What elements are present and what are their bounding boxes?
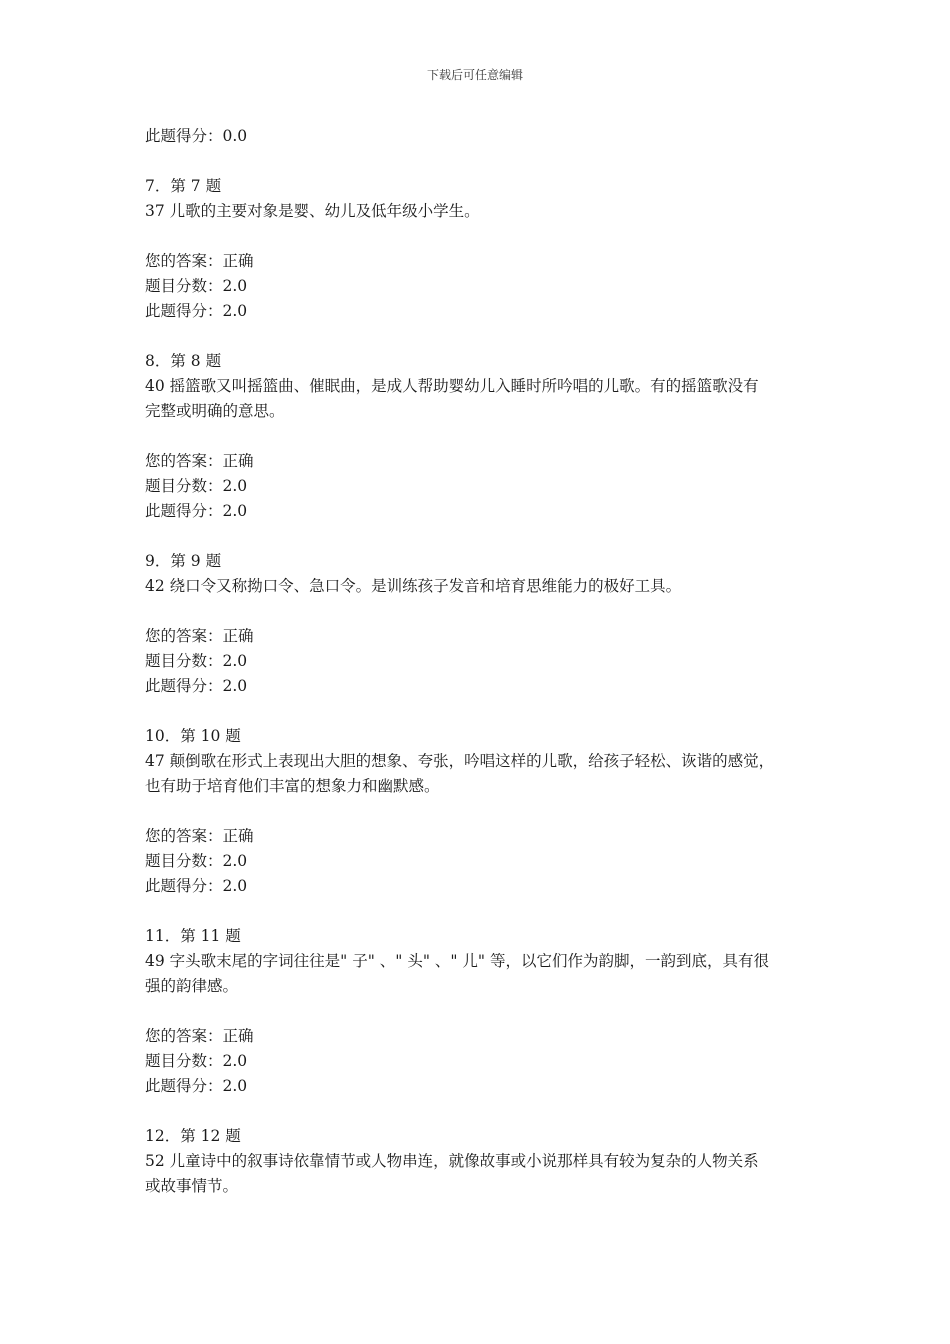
your-answer: 您的答案：正确: [145, 252, 254, 270]
question-block-12: [145, 1124, 825, 1199]
question-points: 题目分数：2.0: [145, 277, 248, 295]
score-line: 此题得分：2.0: [145, 877, 248, 895]
spacer: [145, 524, 825, 549]
score-line: 此题得分：0.0: [145, 127, 248, 145]
spacer: [145, 699, 825, 724]
question-text-line: 或故事情节。: [145, 1177, 239, 1195]
question-text-line: 52 儿童诗中的叙事诗依靠情节或人物串连，就像故事或小说那样具有较为复杂的人物关系: [145, 1152, 759, 1170]
spacer: [145, 799, 825, 824]
question-text: 37 儿歌的主要对象是婴、幼儿及低年级小学生。: [145, 202, 480, 220]
question-points: 题目分数：2.0: [145, 852, 248, 870]
spacer: [145, 599, 825, 624]
your-answer: 您的答案：正确: [145, 452, 254, 470]
your-answer: 您的答案：正确: [145, 627, 254, 645]
question-title: 8．第 8 题: [145, 352, 222, 370]
score-line: 此题得分：2.0: [145, 302, 248, 320]
question-title: 9．第 9 题: [145, 552, 222, 570]
spacer: [145, 324, 825, 349]
question-text-line: 40 摇篮歌又叫摇篮曲、催眠曲，是成人帮助婴幼儿入睡时所吟唱的儿歌。有的摇篮歌没有: [145, 377, 759, 395]
spacer: [145, 424, 825, 449]
question-title: 10．第 10 题: [145, 727, 241, 745]
question-title: 7．第 7 题: [145, 177, 222, 195]
score-line: 此题得分：2.0: [145, 1077, 248, 1095]
question-text-line: 49 字头歌末尾的字词往往是" 子" 、" 头" 、" 儿" 等，以它们作为韵脚，一韵到底，具有很: [145, 952, 769, 970]
question-text: 42 绕口令又称拗口令、急口令。是训练孩子发音和培育思维能力的极好工具。: [145, 577, 682, 595]
question-points: 题目分数：2.0: [145, 652, 248, 670]
question-points: 题目分数：2.0: [145, 1052, 248, 1070]
spacer: [145, 1099, 825, 1124]
question-title: 11．第 11 题: [145, 927, 241, 945]
question-text-line: 47 颠倒歌在形式上表现出大胆的想象、夸张，吟唱这样的儿歌，给孩子轻松、诙谐的感觉，: [145, 752, 775, 770]
score-line: 此题得分：2.0: [145, 502, 248, 520]
spacer: [145, 899, 825, 924]
spacer: [145, 224, 825, 249]
your-answer: 您的答案：正确: [145, 827, 254, 845]
question-block-10: [145, 724, 825, 924]
score-line: 此题得分：2.0: [145, 677, 248, 695]
question-block-8: [145, 349, 825, 549]
question-text-line: 也有助于培育他们丰富的想象力和幽默感。: [145, 777, 440, 795]
question-block-9: [145, 549, 825, 724]
document-body: [145, 124, 825, 1199]
question-block-11: [145, 924, 825, 1124]
question-points: 题目分数：2.0: [145, 477, 248, 495]
header-note: 下载后可任意编辑: [426, 68, 523, 82]
question-text-line: 完整或明确的意思。: [145, 402, 285, 420]
your-answer: 您的答案：正确: [145, 1027, 254, 1045]
question-text-line: 强的韵律感。: [145, 977, 239, 995]
spacer: [145, 999, 825, 1024]
question-title: 12．第 12 题: [145, 1127, 241, 1145]
question-block-7: [145, 174, 825, 349]
spacer: [145, 149, 825, 174]
